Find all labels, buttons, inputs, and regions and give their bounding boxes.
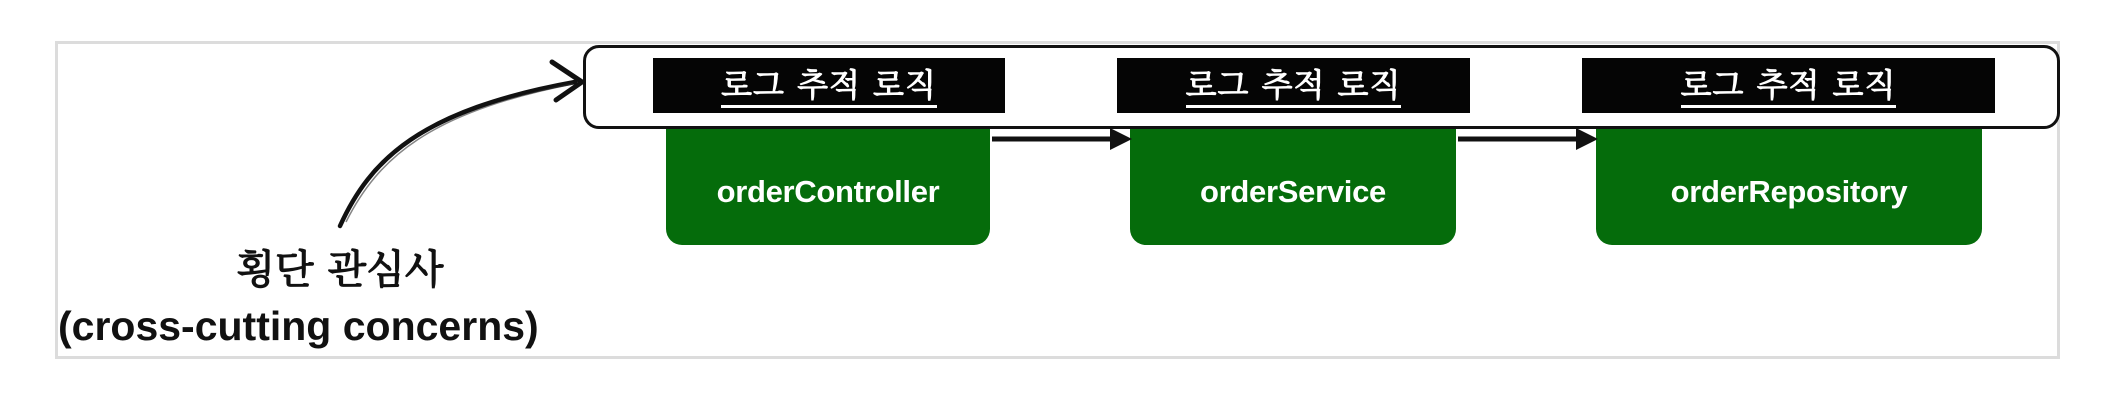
flow-arrow-controller-to-service — [992, 128, 1132, 150]
flow-arrow-service-to-repository — [1458, 128, 1598, 150]
log-trace-tag-label: 로그 추적 로직 — [1681, 66, 1897, 108]
caption-english: (cross-cutting concerns) — [58, 303, 539, 349]
log-trace-tag-label: 로그 추적 로직 — [721, 66, 937, 108]
caption-korean: 횡단 관심사 — [236, 247, 444, 293]
component-label: orderService — [1200, 174, 1386, 209]
component-label: orderController — [716, 174, 940, 209]
component-label: orderRepository — [1670, 174, 1908, 209]
pointer-arrow-icon — [340, 62, 582, 226]
log-trace-tag-label: 로그 추적 로직 — [1186, 66, 1402, 108]
